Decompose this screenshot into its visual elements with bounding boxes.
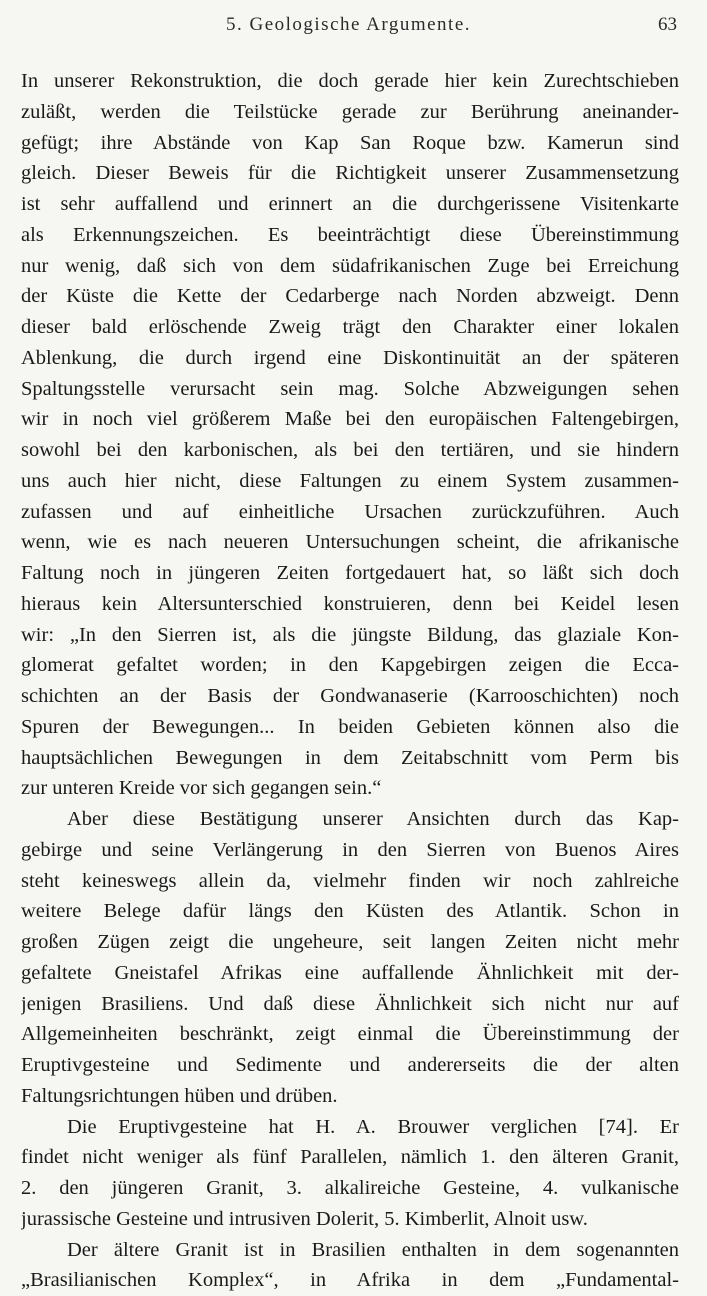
text-line: Eruptivgesteine und Sedimente und andererseits die der alten [21, 1054, 679, 1076]
text-line: ist sehr auffallend und erinnert an die durchgerissene Visitenkarte [21, 193, 679, 215]
text-line: dieser bald erlöschende Zweig trägt den Charakter einer lokalen [21, 316, 679, 338]
text-line: Die Eruptivgesteine hat H. A. Brouwer verglichen [74]. Er [67, 1115, 679, 1138]
text-line: uns auch hier nicht, diese Faltungen zu einem System zusammen- [21, 469, 679, 492]
text-line: 2. den jüngeren Granit, 3. alkalireiche Gesteine, 4. vulkanische [21, 1177, 679, 1199]
text-line: zufassen und auf einheitliche Ursachen zurückzuführen. Auch [21, 500, 679, 523]
text-line: Allgemeinheiten beschränkt, zeigt einmal die Übereinstimmung der [21, 1023, 679, 1046]
text-line: gefügt; ihre Abstände von Kap San Roque bzw. Kamerun sind [21, 131, 679, 154]
text-line: glomerat gefaltet worden; in den Kapgebirgen zeigen die Ecca- [21, 654, 679, 677]
text-line: gleich. Dieser Beweis für die Richtigkeit unserer Zusammensetzung [21, 162, 679, 185]
running-header [20, 14, 677, 40]
text-line: sowohl bei den karbonischen, als bei den tertiären, und sie hindern [21, 439, 679, 461]
text-line: hieraus kein Altersunterschied konstruieren, denn bei Keidel lesen [21, 592, 679, 615]
page-number: 63 [658, 14, 677, 35]
text-line: Ablenkung, die durch irgend eine Diskontinuität an der späteren [21, 346, 679, 369]
text-line: wenn, wie es nach neueren Untersuchungen scheint, die afrikanische [21, 531, 679, 554]
text-line: der Küste die Kette der Cedarberge nach Norden abzweigt. Denn [21, 285, 679, 308]
text-line: jurassische Gesteine und intrusiven Dolerit, 5. Kimberlit, Alnoit usw. [21, 1207, 588, 1230]
text-line: findet nicht weniger als fünf Parallelen, nämlich 1. den älteren Granit, [21, 1146, 679, 1169]
text-line: zur unteren Kreide vor sich gegangen sein.“ [21, 777, 382, 800]
text-line: Faltung noch in jüngeren Zeiten fortgedauert hat, so läßt sich doch [21, 562, 679, 584]
text-line: jenigen Brasiliens. Und daß diese Ähnlichkeit sich nicht nur auf [21, 992, 679, 1015]
text-line: Spuren der Bewegungen... In beiden Gebieten können also die [21, 715, 679, 738]
text-line: gebirge und seine Verlängerung in den Sierren von Buenos Aires [21, 838, 679, 861]
text-line: In unserer Rekonstruktion, die doch gerade hier kein Zurechtschieben [21, 70, 679, 92]
body-text [21, 66, 679, 1296]
text-line: weitere Belege dafür längs den Küsten des Atlantik. Schon in [21, 900, 679, 923]
text-line: als Erkennungszeichen. Es beeinträchtigt diese Übereinstimmung [21, 223, 679, 246]
text-line: hauptsächlichen Bewegungen in dem Zeitabschnitt vom Perm bis [21, 746, 679, 769]
text-line: großen Zügen zeigt die ungeheure, seit langen Zeiten nicht mehr [21, 931, 679, 953]
text-line: gefaltete Gneistafel Afrikas eine auffallende Ähnlichkeit mit der- [21, 961, 679, 984]
text-line: Spaltungsstelle verursacht sein mag. Solche Abzweigungen sehen [21, 377, 679, 400]
text-line: zuläßt, werden die Teilstücke gerade zur Berührung aneinander- [21, 100, 679, 123]
text-line: wir in noch viel größerem Maße bei den europäischen Faltengebirgen, [21, 408, 679, 431]
text-line: steht keineswegs allein da, vielmehr finden wir noch zahlreiche [21, 869, 679, 892]
text-line: Der ältere Granit ist in Brasilien enthalten in dem sogenannten [67, 1238, 679, 1261]
text-line: schichten an der Basis der Gondwanaserie (Karrooschichten) noch [21, 685, 679, 707]
section-title: 5. Geologische Argumente. [225, 14, 472, 35]
text-line: nur wenig, daß sich von dem südafrikanischen Zuge bei Erreichung [21, 254, 679, 277]
text-line: wir: „In den Sierren ist, als die jüngste Bildung, das glaziale Kon- [21, 623, 679, 646]
text-line: Faltungsrichtungen hüben und drüben. [21, 1084, 338, 1107]
text-line: „Brasilianischen Komplex“, in Afrika in dem „Fundamental- [21, 1269, 679, 1292]
text-line: Aber diese Bestätigung unserer Ansichten durch das Kap- [67, 808, 679, 830]
